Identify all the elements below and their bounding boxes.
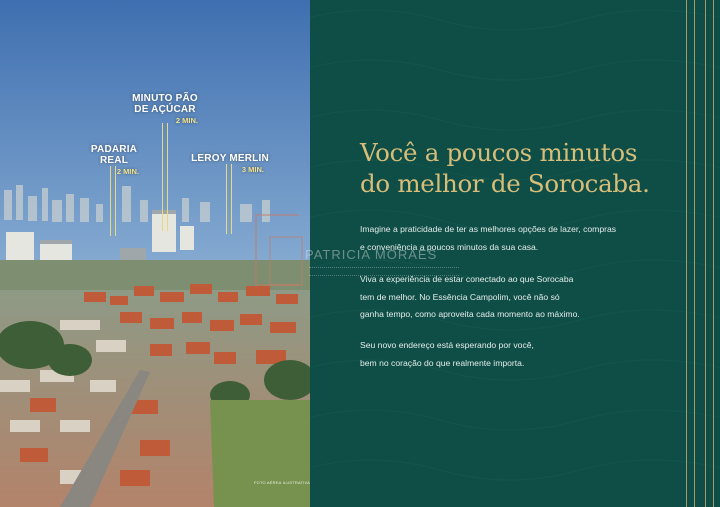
decorative-gold-line [705,0,706,507]
page-headline [360,137,680,199]
poi-label-leroy-merlin [190,153,270,174]
watermark-name: PATRICIA MORAES [305,247,438,262]
poi-name-line-1: PADARIA [90,144,138,155]
poi-distance-time: 3 MIN. [241,165,264,174]
aerial-city-photo [0,0,310,507]
decorative-gold-line [694,0,695,507]
paragraph-line: ganha tempo, como aproveita cada momento ao máximo. [360,309,580,319]
paragraph-new-address [360,337,660,372]
poi-distance-time: 2 MIN. [116,167,139,176]
aerial-city-illustration [0,0,310,507]
poi-marker-line [226,164,232,234]
poi-distance-time: 2 MIN. [175,116,198,125]
photo-caption: FOTO AÉREA ILUSTRATIVA [254,480,310,485]
paragraph-line: Seu novo endereço está esperando por você, [360,340,534,350]
decorative-gold-line [686,0,687,507]
paragraph-line: Imagine a praticidade de ter as melhores opções de lazer, compras [360,224,617,234]
paragraph-line: e conveniência a poucos minutos da sua casa. [360,241,539,252]
paragraph-line: Viva a experiência de estar conectado ao que Sorocaba [360,274,574,284]
text-panel [310,0,720,507]
poi-name-line-1: LEROY MERLIN [191,153,269,164]
paragraph-line: tem de melhor. No Essência Campolim, você não só [360,291,560,302]
poi-marker-line [110,166,116,236]
paragraph-line: bem no coração do que realmente importa. [360,357,525,368]
poi-marker-line [162,123,168,231]
headline-line-2: do melhor de Sorocaba. [360,169,650,198]
decorative-gold-line [713,0,714,507]
headline-line-1: Você a poucos minutos [360,138,638,167]
paragraph-connected [360,271,660,324]
paragraph-convenience [360,221,660,256]
poi-name-line-2: REAL [99,155,129,166]
poi-label-minuto-pao-de-acucar [130,93,200,125]
poi-name-line-2: DE AÇÚCAR [134,104,196,115]
poi-label-padaria-real [89,144,139,176]
poi-name-line-1: MINUTO PÃO [132,93,198,104]
